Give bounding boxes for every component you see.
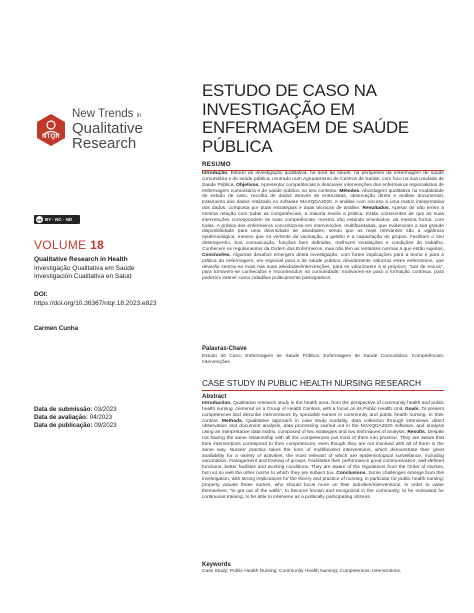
volume-label: VOLUME bbox=[34, 238, 87, 252]
keywords-en: Case Study; Public Health Nursing; Community Health Nursing; Competences; Interventions. bbox=[202, 569, 402, 574]
keywords-pt: Estudo de Caso; Enfermagem de Saúde Pública; Enfermagem de Saúde Comunitária; Competências; Intervenções. bbox=[202, 354, 444, 365]
publication-label: Data de publicação: bbox=[34, 422, 93, 429]
journal-names bbox=[34, 256, 184, 282]
logo-line-2: Qualitative bbox=[72, 119, 143, 137]
evaluation-date: 04/2023 bbox=[89, 414, 113, 421]
publication-date: 09/2023 bbox=[94, 422, 117, 429]
publication-dates bbox=[34, 406, 117, 430]
journal-name-pt: Investigação Qualitativa em Saúde bbox=[34, 264, 135, 272]
resumo-objectives-label: Objetivos. bbox=[236, 182, 260, 188]
creative-commons-icon: cc bbox=[37, 217, 42, 222]
abstract-introduction-label: Introduction. bbox=[202, 401, 232, 406]
journal-name-en: Qualitative Research in Health bbox=[34, 256, 128, 263]
resumo-methods: Abordagem qualitativa na modalidade de estudo de caso, recolha de dados através de entrevistas, observação direta e análise documental, tratamento dos dados realizado no software MAXQDA2020, e análise com recurso a uma matriz interpretativa dos dados, composta por duas estratégias e duas técnicas de análise. bbox=[202, 188, 444, 212]
resumo-methods-label: Métodos. bbox=[339, 188, 361, 194]
abstract-conclusions: Some challenges emerge from this investigation, with strong implications for the theory and practice of nursing, in particular for public health nursing: properly valuate these nurses, who should focus more on their activities/interventions, in order to value themselves; "to get out of the walls", to become known and recognized in the community; to be motivated for continuous training, to be able to intervene as a politically participating citizens. bbox=[202, 471, 444, 500]
license-badge[interactable] bbox=[34, 215, 80, 224]
resumo-introduction: Estudo de investigação qualitativa, na área da saúde, na perspetiva da enfermagem de saúde comunitária e de saúde pública, centrado num Agrupamento de Centros de Saúde, com foco na sua Unidade de Saúde Pública. bbox=[202, 171, 444, 188]
abstract-methods-label: Methods. bbox=[221, 418, 244, 424]
ntqr-logo-icon bbox=[34, 113, 68, 147]
article-title-en: CASE STUDY IN PUBLIC HEALTH NURSING RESEARCH bbox=[202, 378, 444, 391]
resumo-conclusions: Algumas desafios emergem desta investigação, com fortes implicações para a teoria e para a prática da enfermagem, em especial para a de saúde pública: devidamente valorizar estes enfermeiros, que deverão centrar-se mais nas suas atividades/intervenções, para se valorizarem a si próprios; "sair de muros", para tornarem-se conhecidos e reconhecidos na comunidade; motivarem-se para a formação contínua, para poderem intervir como cidadãos politicamente participativos. bbox=[202, 252, 444, 282]
logo-mark-text: NTQR bbox=[42, 134, 60, 140]
license-badge-text: BY · NC · ND bbox=[45, 217, 73, 222]
abstract-text bbox=[202, 401, 444, 500]
journal-name-es: Investigación Cualitativa en Salud bbox=[34, 273, 132, 280]
keywords-en-heading: Keywords bbox=[202, 562, 231, 568]
logo-line-1: New Trends bbox=[72, 108, 134, 120]
doi-link[interactable]: https://doi.org/10.36367/ntqr.18.2023.e823 bbox=[34, 299, 157, 307]
abstract-results: Despite not having the same relationship with all the competences put most of them into practice. They are aware that their interventions correspond to their competences, even though they are not involved with all of them in the same way. Nurses' practice takes the form of multifaceted interventions, which demonstrate their great availability for a variety of activities, the most relevant of which are epidemiological surveillance, including vaccination, management and training of groups. Facilitates their performance good communication, well-defined functions, better facilities and working conditions. They are aware of the regulations from the Order of Nurses, but not so well the other norms to which they are subject too. bbox=[202, 430, 444, 477]
keywords-pt-heading: Palavras-Chave bbox=[202, 346, 247, 352]
doi-label: DOI: bbox=[34, 291, 48, 298]
abstract-methods: Qualitative approach in case study modality, data collection through interviews, direct observation and document analysis, data processing carried out in the MAXQDA2020 software, and analysis using an interpretative data matrix, composed of two strategies and two techniques of analysis. bbox=[202, 418, 444, 436]
volume-number: 18 bbox=[90, 238, 105, 252]
resumo-results: Apesar de não terem a mesma relação com todas as competências, a maioria revela a prática. Estão conscientes de que as suas intervenções correspondem às suas competências, mesmo não estando envolvidos, da mesma forma, com todas. A prática dos enfermeiros concretiza-se em intervenções, multifacetadas, que evidenciam a sua grande disponibilidade para uma diversidade de atividades, sendo que as mais relevantes são a vigilância epidemiológica, mesmo que na vertente da vacinação, a gestão e a capacitação de grupos. Facilitam o seu desempenho, boa comunicação, funções bem definidas, melhores instalações e condições de trabalho. Conhecem os regulamentos da Ordem dos Enfermeiros, mas não têm as restantes normas a que estão sujeitos. bbox=[202, 206, 444, 252]
resumo-objectives: Apresentar competências e descrever intervenções dos enfermeiros especialistas de enfermagem comunitária e de saúde pública, no seu contexto. bbox=[202, 182, 444, 194]
abstract-conclusions-label: Conclusions. bbox=[336, 471, 367, 477]
volume bbox=[34, 238, 104, 252]
submission-date: 03/2023 bbox=[94, 406, 117, 413]
submission-label: Data de submissão: bbox=[34, 406, 93, 413]
logo-line-1-small: in bbox=[136, 113, 142, 119]
abstract-goals-label: Goals. bbox=[404, 406, 420, 412]
doi bbox=[34, 291, 184, 308]
abstract-goals: To present competences and describe interventions by specialist nurses in community and public health nursing, in their context. bbox=[202, 406, 444, 424]
article-title: ESTUDO DE CASO NA INVESTIGAÇÃO EM ENFERMAGEM DE SAÚDE PÚBLICA bbox=[202, 81, 409, 156]
abstract-results-label: Results. bbox=[407, 430, 427, 436]
author-name: Carmen Cunha bbox=[34, 325, 79, 332]
evaluation-label: Data de avaliação: bbox=[34, 414, 88, 421]
journal-logo bbox=[34, 109, 184, 153]
resumo-results-label: Resultados. bbox=[362, 206, 390, 212]
resumo-introduction-label: Introdução. bbox=[202, 171, 229, 176]
logo-line-3: Research bbox=[72, 134, 137, 152]
resumo-text bbox=[202, 171, 444, 282]
abstract-heading: Abstract bbox=[202, 394, 227, 400]
resumo-heading: RESUMO bbox=[202, 161, 444, 171]
resumo-conclusions-label: Conclusões. bbox=[202, 252, 231, 258]
abstract-introduction: Qualitative research study in the health area, from the perspective of community health and public health nursing, centered on a Group of Health Centers, with a focus on its Public Health Unit. bbox=[202, 401, 444, 412]
